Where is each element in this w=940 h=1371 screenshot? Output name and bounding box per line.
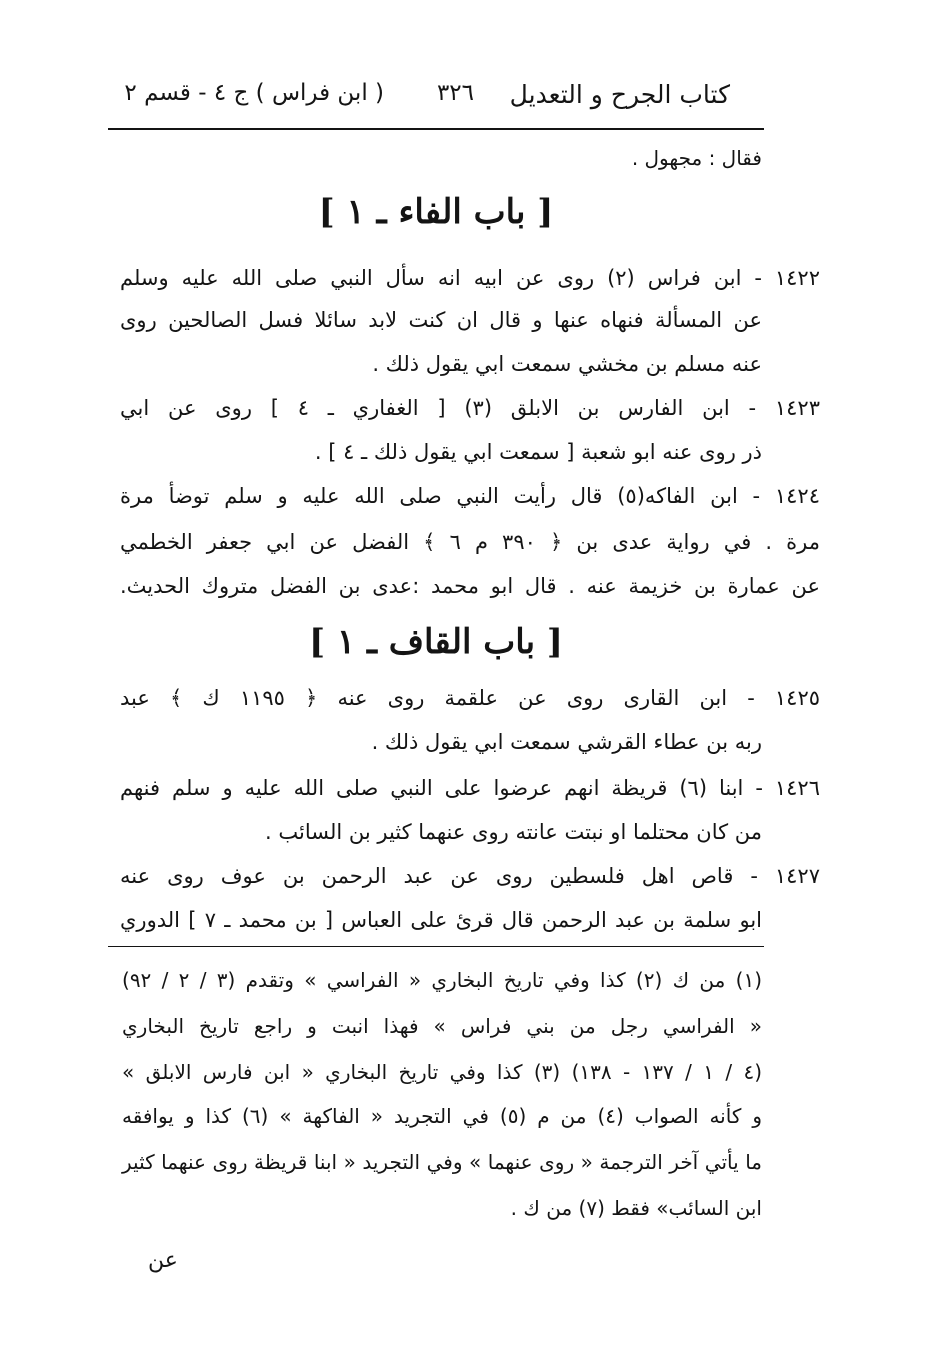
footnote-line: ابن السائب» فقط (٧) من ك . bbox=[510, 1196, 762, 1220]
footnote-line: « الفراسي رجل من بني فراس » فهذا انبت و راجع تاريخ البخاري bbox=[122, 1014, 762, 1038]
footnote-rule bbox=[108, 946, 764, 947]
footnote-line: ما يأتي آخر الترجمة « روى عنهما » وفي التجريد « ابنا قريظة روى عنهما كثير bbox=[122, 1150, 762, 1174]
entry-line: من كان محتلما او نبتت عانته روى عنهما كثير بن السائب . bbox=[265, 820, 762, 844]
header-rule bbox=[108, 128, 764, 130]
entry-line: ١٤٢٧ - قاص اهل فلسطين روى عن عبد الرحمن بن عوف روى عنه bbox=[120, 864, 820, 888]
entry-line: عن المسألة فنهاه عنها و قال ان كنت لابد سائلا فسل الصالحين روى bbox=[120, 308, 762, 332]
page-header bbox=[108, 72, 764, 122]
catchword: عن bbox=[148, 1248, 178, 1273]
section-heading-fa: [ باب الفاء ـ ١ ] bbox=[318, 192, 554, 232]
intro-line: فقال : مجهول . bbox=[631, 146, 762, 170]
entry-line: ١٤٢٦ - ابنا (٦) قريظة انهم عرضوا على النبي صلى الله عليه و سلم فنهم bbox=[120, 776, 820, 800]
entry-line: مرة . في رواية عدى بن ﴿ ٣٩٠ م ٦ ﴾ الفضل عن ابي جعفر الخطمي bbox=[120, 530, 820, 554]
footnote-line: (٤ / ١ / ١٣٧ - ١٣٨) (٣) كذا وفي تاريخ البخاري « ابن فارس الابلق » bbox=[122, 1060, 762, 1084]
entry-line: عن عمارة بن خزيمة عنه . قال ابو محمد :عدى بن الفضل متروك الحديث. bbox=[120, 574, 820, 598]
entry-line: ربه بن عطاء القرشي سمعت ابي يقول ذلك . bbox=[371, 730, 762, 754]
entry-line: ١٤٢٢ - ابن فراس (٢) روى عن ابيه انه سأل النبي صلى الله عليه وسلم bbox=[120, 266, 820, 290]
entry-line: عنه مسلم بن مخشي سمعت ابي يقول ذلك . bbox=[372, 352, 762, 376]
footnote-line: و كأنه الصواب (٤) من م (٥) في التجريد « الفاكهة » (٦) كذا و يوافقه bbox=[122, 1104, 762, 1128]
section-heading-qaf: [ باب القاف ـ ١ ] bbox=[308, 622, 564, 662]
footnote-line: (١) من ك (٢) كذا وفي تاريخ البخاري « الفراسي » وتقدم (٣ / ٢ / ٩٢) bbox=[122, 968, 762, 992]
entry-line: ابو سلمة بن عبد الرحمن قال قرئ على العباس [ بن محمد ـ ٧ ] الدوري bbox=[120, 908, 762, 932]
volume-info: ( ابن فراس ) ج ٤ - قسم ٢ bbox=[124, 80, 384, 106]
running-title: كتاب الجرح و التعديل bbox=[509, 80, 730, 109]
entry-line: ١٤٢٥ - ابن القارى روى عن علقمة روى عنه ﴿ ١١٩٥ ك ﴾ عبد bbox=[120, 686, 821, 710]
entry-line: ١٤٢٣ - ابن الفارس بن الابلق (٣) [ الغفاري ـ ٤ ] روى عن ابي bbox=[120, 396, 820, 420]
entry-line: ذر روى عنه ابو شعبة [ سمعت ابي يقول ذلك ـ ٤ ] . bbox=[314, 440, 762, 464]
page-number: ٣٢٦ bbox=[436, 80, 474, 106]
entry-line: ١٤٢٤ - ابن الفاكه(٥) قال رأيت النبي صلى الله عليه و سلم توضأ مرة bbox=[120, 484, 820, 508]
